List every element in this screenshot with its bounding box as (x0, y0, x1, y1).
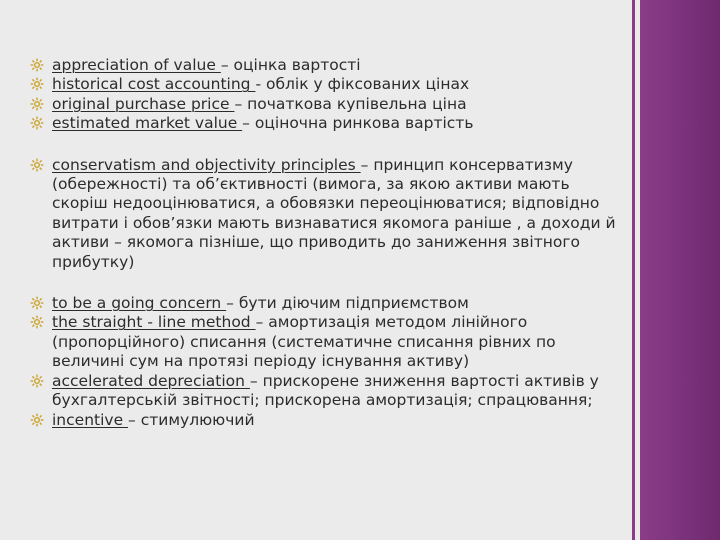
sunburst-bullet-icon (30, 116, 44, 130)
right-accent-band (640, 0, 720, 540)
glossary-term: conservatism and objectivity principles (52, 155, 361, 174)
right-divider (632, 0, 635, 540)
sunburst-bullet-icon (30, 413, 44, 427)
glossary-group-3 (30, 294, 628, 430)
glossary-item (30, 156, 628, 272)
sunburst-bullet-icon (30, 77, 44, 91)
sunburst-bullet-icon (30, 315, 44, 329)
glossary-term: the straight - line method (52, 313, 256, 332)
sunburst-bullet-icon (30, 97, 44, 111)
glossary-term: historical cost accounting (52, 75, 256, 94)
glossary-term: original purchase price (52, 94, 235, 113)
glossary-item (30, 56, 628, 75)
glossary-group-1 (30, 56, 628, 134)
glossary-term: estimated market value (52, 114, 243, 133)
glossary-term: accelerated depreciation (52, 371, 250, 390)
sunburst-bullet-icon (30, 374, 44, 388)
glossary-item (30, 411, 628, 430)
glossary-item (30, 294, 628, 313)
glossary-definition: – оціночна ринкова вартість (242, 114, 474, 133)
glossary-item (30, 313, 628, 371)
glossary-definition: – оцінка вартості (220, 56, 361, 74)
glossary-term: to be a going concern (52, 294, 227, 313)
glossary-item (30, 95, 628, 114)
glossary-definition: – стимулюючий (128, 410, 255, 429)
sunburst-bullet-icon (30, 158, 44, 172)
glossary-definition: - облік у фіксованих цінах (255, 75, 470, 94)
glossary-content (30, 56, 628, 452)
glossary-item (30, 114, 628, 133)
sunburst-bullet-icon (30, 58, 44, 72)
glossary-term: appreciation of value (52, 56, 221, 74)
glossary-definition: – початкова купівельна ціна (234, 94, 467, 113)
glossary-term: incentive (52, 410, 129, 429)
glossary-group-2 (30, 156, 628, 272)
sunburst-bullet-icon (30, 296, 44, 310)
glossary-item (30, 372, 628, 411)
glossary-definition: – амортизація методом лінійного (пропорційного) списання (систематичне списання рівних по величині сум на протязі періоду існування активу) (52, 313, 556, 371)
glossary-definition: – прискорене зниження вартості активів у бухгалтерській звітності; прискорена амортизація; спрацювання; (52, 371, 599, 410)
glossary-item (30, 75, 628, 94)
glossary-definition: – бути діючим підприємством (226, 294, 469, 313)
glossary-definition: – принцип консерватизму (обережності) та об’єктивності (вимога, за якою активи мають скоріш недооцінюватися, а обовязки переоцінюватися; відповідно витрати і обов’язки мають визнаватися якомога раніше , а доходи й активи – якомога пізніше, що приводить до заниження звітного прибутку) (52, 155, 616, 271)
